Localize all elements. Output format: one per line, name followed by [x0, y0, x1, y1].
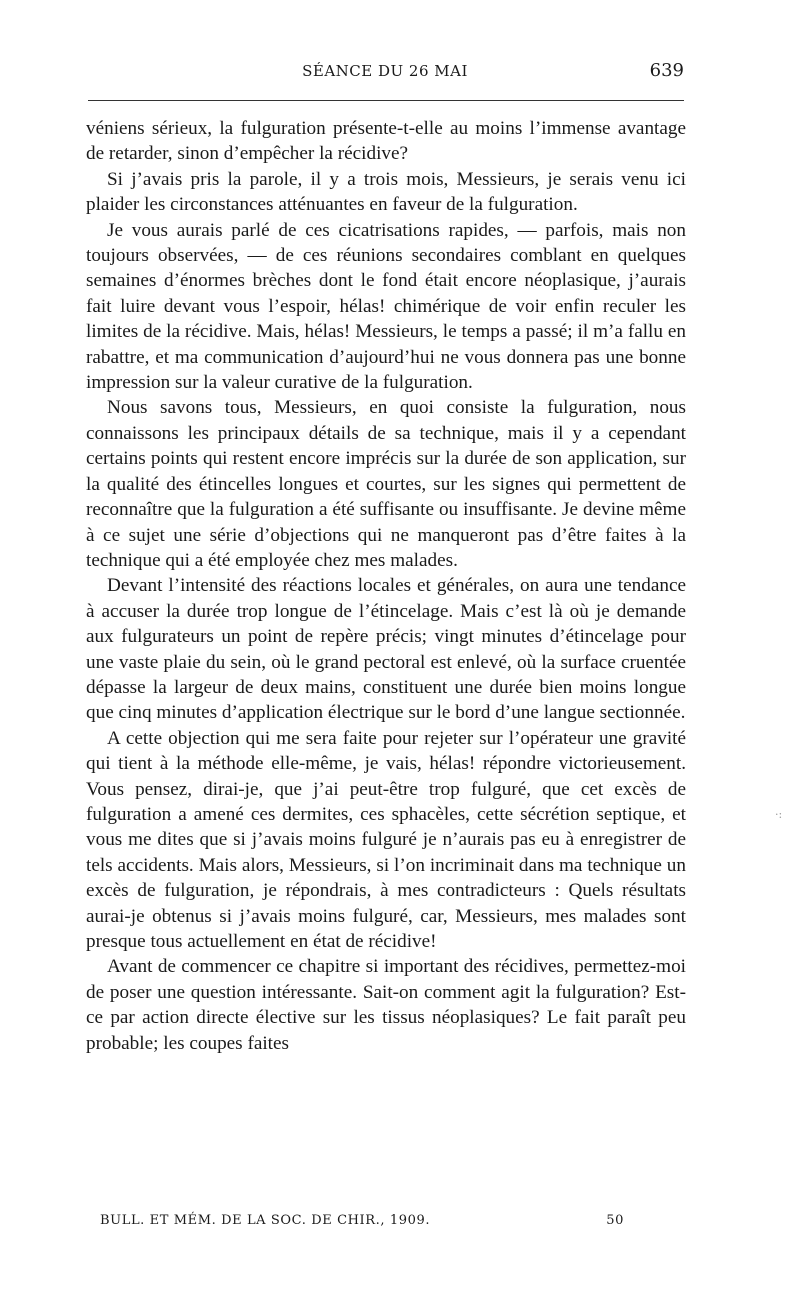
- paragraph-continued: véniens sérieux, la fulguration présente-t-elle au moins l’immense avantage de retarder, sinon d’empêcher la récidive?: [86, 118, 686, 165]
- article-body: [86, 116, 686, 1056]
- paragraph: Devant l’intensité des réactions locales et générales, on aura une tendance à accuser la durée trop longue de l’étincelage. Mais c’est là où je demande aux fulgurateurs un point de repère précis; vingt minutes d’étincelage pour une vaste plaie du sein, où le grand pectoral est enlevé, où la surface cruentée dépasse la largeur de deux mains, constituent une durée bien moins longue que cinq minutes d’application électrique sur le bord d’une langue sectionnée.: [86, 575, 686, 724]
- print-speck: ·:: [775, 808, 783, 821]
- page-footer: [100, 1213, 684, 1235]
- header-rule: [88, 100, 684, 101]
- paragraph: Si j’avais pris la parole, il y a trois mois, Messieurs, je serais venu ici plaider les circonstances atténuantes en faveur de la fulguration.: [86, 168, 686, 216]
- paragraph: Avant de commencer ce chapitre si important des récidives, permettez-moi de poser une question intéressante. Sait-on comment agit la fulguration? Est-ce par action directe élective sur les tissus néoplasiques? Le fait paraît peu probable; les coupes faites: [86, 956, 686, 1054]
- running-head: [86, 60, 684, 88]
- paragraph: Nous savons tous, Messieurs, en quoi consiste la fulguration, nous connaissons les principaux détails de sa technique, mais il y a cependant certains points qui restent encore imprécis sur la durée de son application, sur la qualité des étincelles longues et courtes, sur les signes qui permettent de reconnaître que la fulguration a été suffisante ou insuffisante. Je devine même à ce sujet une série d’objections qui ne manqueront pas d’être faites à la technique qui a été employée chez mes malades.: [86, 397, 686, 571]
- paragraph: Je vous aurais parlé de ces cicatrisations rapides, — parfois, mais non toujours observées, — de ces réunions secondaires comblant en quelques semaines d’énormes brèches dont le fond était encore néoplasique, j’aurais fait luire devant vous l’espoir, hélas! chimérique de voir enfin reculer les limites de la récidive. Mais, hélas! Messieurs, le temps a passé; il m’a fallu en rabattre, et ma communication d’aujourd’hui ne vous donnera pas une bonne impression sur la valeur curative de la fulguration.: [86, 219, 686, 394]
- running-title: SÉANCE DU 26 MAI: [302, 62, 468, 80]
- paragraph: A cette objection qui me sera faite pour rejeter sur l’opérateur une gravité qui tient à la méthode elle-même, je vais, hélas! répondre victorieusement. Vous pensez, dirai-je, que j’ai peut-être trop fulguré, que cet excès de fulguration a amené ces dermites, ces sphacèles, cette sécrétion septique, et vous me dites que si j’avais moins fulguré je n’aurais pas eu à enregistrer de tels accidents. Mais alors, Messieurs, si l’on incriminait dans ma technique un excès de fulguration, je répondrais, à mes contradicteurs : Quels résultats aurai-je obtenus si j’avais moins fulguré, car, Messieurs, mes malades sont presque tous actuellement en état de récidive!: [86, 727, 686, 952]
- page-number: 639: [649, 60, 684, 81]
- journal-citation: BULL. ET MÉM. DE LA SOC. DE CHIR., 1909.: [100, 1213, 431, 1228]
- signature-mark: 50: [606, 1213, 624, 1228]
